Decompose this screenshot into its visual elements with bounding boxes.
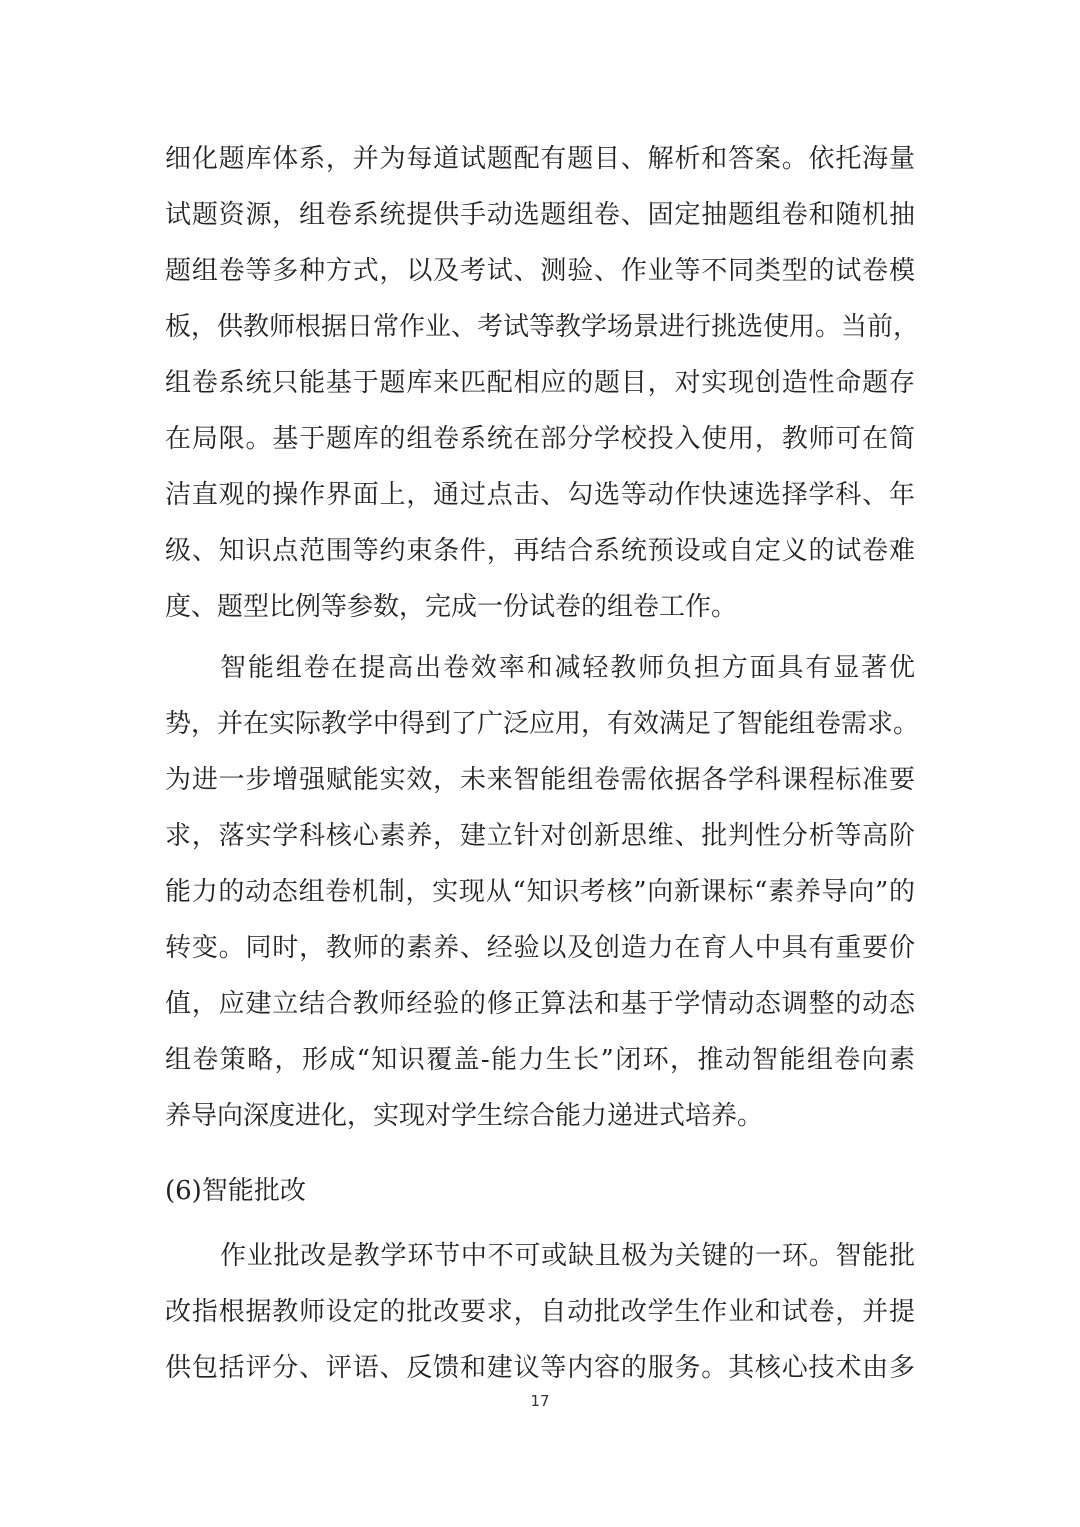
paragraph-line: 组卷系统只能基于题库来匹配相应的题目，对实现创造性命题存	[165, 368, 915, 398]
section-heading: (6)智能批改	[165, 1176, 306, 1206]
paragraph-line: 转变。同时，教师的素养、经验以及创造力在育人中具有重要价	[165, 933, 915, 963]
paragraph-line: 供包括评分、评语、反馈和建议等内容的服务。其核心技术由多	[165, 1353, 915, 1383]
paragraph-line: 细化题库体系，并为每道试题配有题目、解析和答案。依托海量	[165, 144, 915, 174]
paragraph-line: 洁直观的操作界面上，通过点击、勾选等动作快速选择学科、年	[165, 480, 915, 510]
paragraph-line: 在局限。基于题库的组卷系统在部分学校投入使用，教师可在简	[165, 424, 915, 454]
paragraph-line: 板，供教师根据日常作业、考试等教学场景进行挑选使用。当前，	[165, 312, 920, 342]
page-number: 17	[530, 1392, 550, 1410]
paragraph-line: 能力的动态组卷机制，实现从“知识考核”向新课标“素养导向”的	[165, 877, 915, 907]
paragraph-line: 改指根据教师设定的批改要求，自动批改学生作业和试卷，并提	[165, 1297, 915, 1327]
paragraph-line: 组卷策略，形成“知识覆盖-能力生长”闭环，推动智能组卷向素	[165, 1045, 915, 1075]
paragraph-line: 试题资源，组卷系统提供手动选题组卷、固定抽题组卷和随机抽	[165, 200, 915, 230]
paragraph-line: 级、知识点范围等约束条件，再结合系统预设或自定义的试卷难	[165, 536, 915, 566]
paragraph-line: 为进一步增强赋能实效，未来智能组卷需依据各学科课程标准要	[165, 765, 915, 795]
paragraph-line: 求，落实学科核心素养，建立针对创新思维、批判性分析等高阶	[165, 821, 915, 851]
paragraph-line: 度、题型比例等参数，完成一份试卷的组卷工作。	[165, 592, 738, 622]
paragraph-line: 题组卷等多种方式，以及考试、测验、作业等不同类型的试卷模	[165, 256, 915, 286]
paragraph-first-line: 作业批改是教学环节中不可或缺且极为关键的一环。智能批	[220, 1241, 915, 1271]
paragraph-first-line: 智能组卷在提高出卷效率和减轻教师负担方面具有显著优	[220, 653, 915, 683]
paragraph-line: 值，应建立结合教师经验的修正算法和基于学情动态调整的动态	[165, 989, 915, 1019]
paragraph-line: 势，并在实际教学中得到了广泛应用，有效满足了智能组卷需求。	[165, 709, 920, 739]
paragraph-line: 养导向深度进化，实现对学生综合能力递进式培养。	[165, 1101, 764, 1131]
